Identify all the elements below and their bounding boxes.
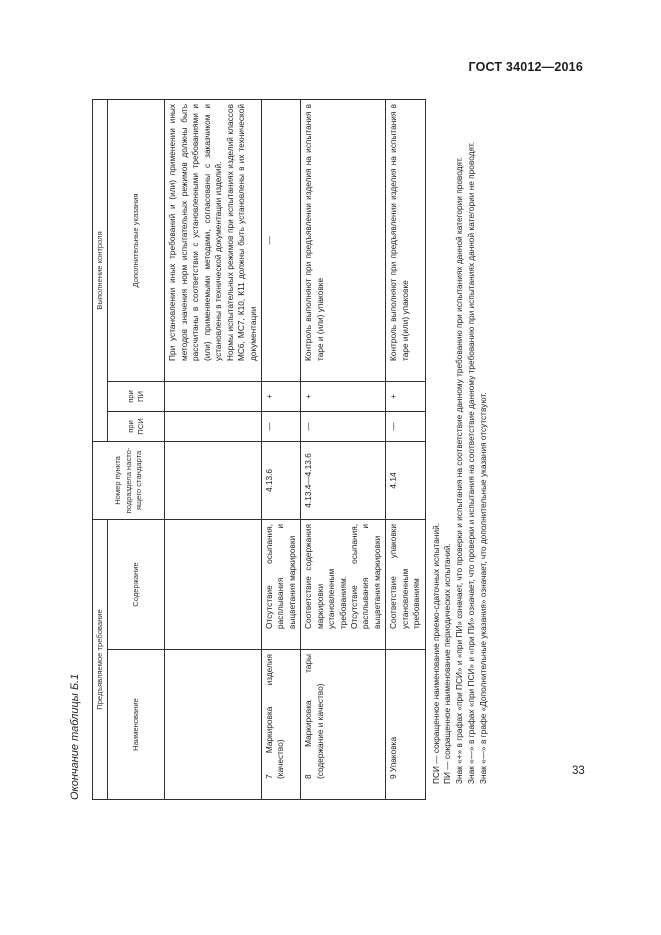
notes-paragraph: Нормы испытательных режимов при испытаниях изделий классов МС6, МС7, К10, К11 должны быть установлены в их технической документации (224, 103, 258, 361)
cell-name (301, 650, 386, 800)
note-line: ПИ — сокращенное наименование периодических испытаний. (442, 543, 453, 784)
table-row (301, 99, 386, 799)
header-notes: Дополнительные указания (108, 99, 165, 381)
cell-clause: 4.13.4—4.13.6 (301, 441, 386, 519)
table-caption: Окончание таблицы Б.1 (69, 673, 81, 800)
page-number: 33 (572, 765, 585, 777)
cell-clause: 4.13.6 (261, 441, 300, 519)
cell-name (386, 650, 425, 800)
row-content-text: Отсутствие осыпания, расплывания и выцветания маркировки (349, 523, 382, 629)
row-notes-text: Контроль выполняют при предъявлении изделия на испытания в таре и (или) упаковке (303, 103, 325, 361)
table-row (165, 99, 262, 799)
table-row (386, 99, 425, 799)
cell-clause (165, 441, 262, 519)
cell-content (165, 519, 262, 649)
cell-notes (165, 99, 262, 381)
cell-notes (386, 99, 425, 381)
row-content-text: Соответствие содержания маркировки установленным требованиям. (303, 523, 348, 629)
cell-name (165, 650, 262, 800)
row-content-text: Соответствие упаковки установленным требованиям (388, 523, 422, 629)
header-clause: Номер пункта подраздела насто-ящего стандарта (93, 441, 165, 519)
header-name: Наименование (108, 650, 165, 800)
table-row (261, 99, 300, 799)
row-content-text: Отсутствие осыпания, расплывания и выцветания маркировки (263, 523, 297, 629)
table-notes (431, 100, 490, 800)
cell-pi: + (386, 381, 425, 411)
note-line: Знак «—» в графе «Дополнительные указания» означает, что дополнительные указания отсутствуют. (477, 392, 488, 784)
header-pi: при ПИ (108, 381, 165, 411)
table-header-row (93, 99, 108, 799)
cell-name (261, 650, 300, 800)
note-line: ПСИ — сокращенное наименование приемо-сдаточных испытаний. (430, 522, 441, 784)
cell-notes (301, 99, 386, 381)
cell-notes: — (261, 99, 300, 381)
cell-psi: — (261, 411, 300, 441)
notes-paragraph: При установлении иных требований и (или) применении иных методов значения норм испытательных режимов должны быть рассчитаны в соответствии с установленными требованиями и (или) применяемыми методами, согласованы с заказчиком и установлены в технической документации изделий. (167, 103, 224, 361)
cell-psi: — (301, 411, 386, 441)
cell-content (261, 519, 300, 649)
rotated-content (58, 70, 578, 800)
row-name-text: 9 Упаковка (388, 736, 399, 779)
header-control-group: Выполнение контроля (93, 99, 108, 441)
cell-clause: 4.14 (386, 441, 425, 519)
standard-header: ГОСТ 34012—2016 (468, 60, 583, 74)
cell-pi: + (261, 381, 300, 411)
row-notes-text: Контроль выполняют при предъявлении изделия на испытания в таре и(или) упаковке (388, 103, 410, 361)
note-line: Знак «—» в графах «при ПСИ» и «при ПИ» означает, что проверки и испытания на соответствие данному требованию при испытаниях данной категории не проводят. (466, 141, 476, 784)
cell-content (301, 519, 386, 649)
cell-pi (165, 381, 262, 411)
cell-pi: + (301, 381, 386, 411)
header-content: Содержание (108, 519, 165, 649)
cell-content (386, 519, 425, 649)
header-requirement-group: Предъявляемое требование (93, 519, 108, 799)
cell-psi (165, 411, 262, 441)
row-name-text: 8 Маркировка тары (содержание и качество) (303, 654, 325, 779)
note-line: Знак «+» в графах «при ПСИ» и «при ПИ» означает, что проверки и испытания на соответствие данному требованию при испытаниях данной категории проводят. (454, 156, 465, 784)
row-name-text: 7 Маркировка изделия (качество) (263, 654, 286, 779)
requirements-table (92, 99, 426, 800)
cell-psi: — (386, 411, 425, 441)
header-psi: при ПСИ (108, 411, 165, 441)
